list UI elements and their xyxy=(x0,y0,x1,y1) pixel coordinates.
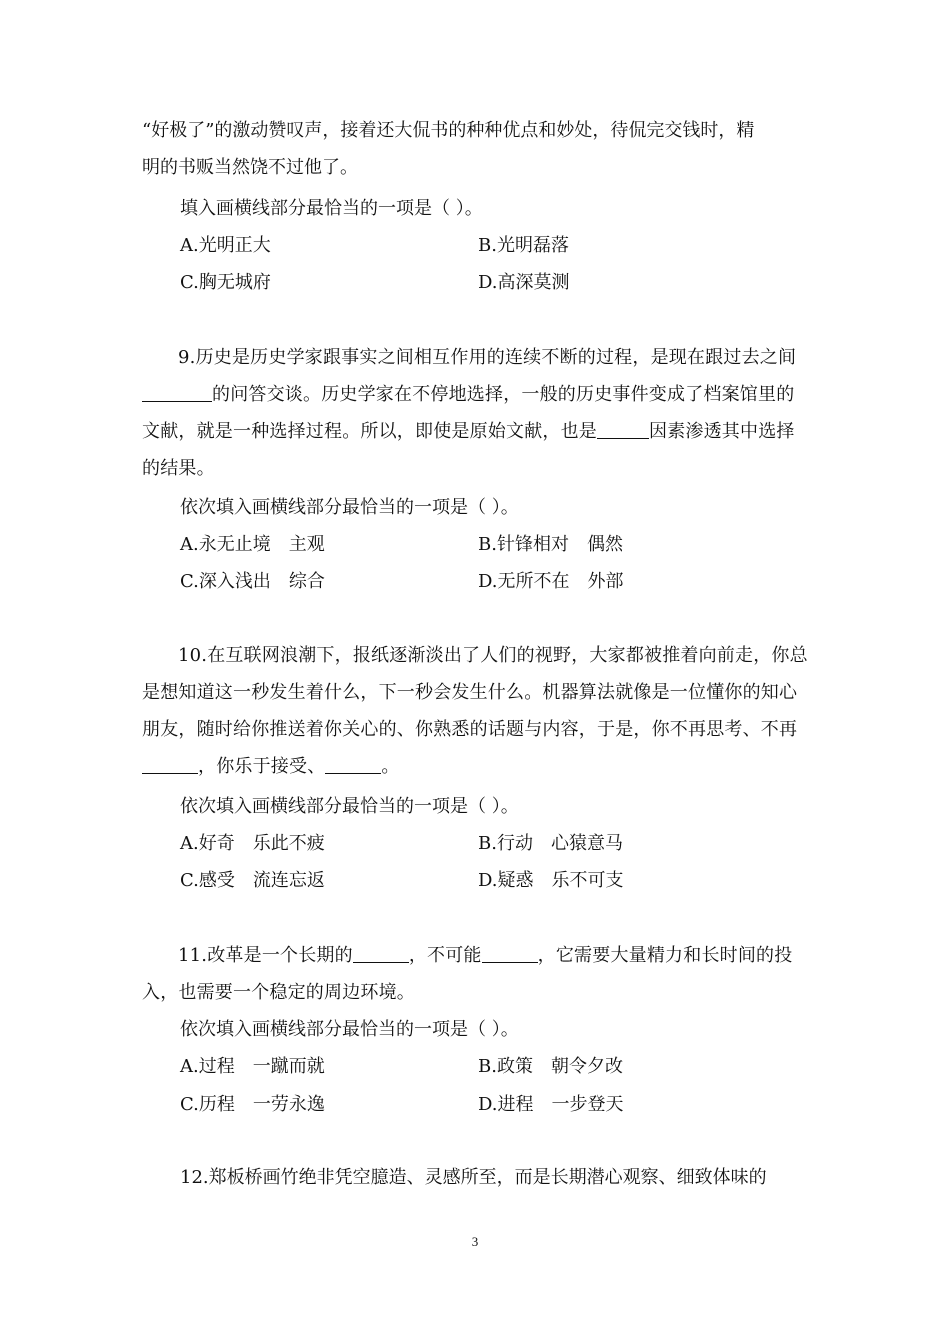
question-8-prompt: 填入画横线部分最恰当的一项是（ ）。 xyxy=(180,198,483,219)
question-8-option-c[interactable]: C.胸无城府 xyxy=(180,272,271,293)
question-10-option-a[interactable]: A.好奇 乐此不疲 xyxy=(180,833,325,854)
question-8-option-d[interactable]: D.高深莫测 xyxy=(478,272,570,293)
question-9-text-1: 9.历史是历史学家跟事实之间相互作用的连续不断的过程，是现在跟过去之间 xyxy=(178,347,797,368)
question-9-text-2: 的问答交谈。历史学家在不停地选择，一般的历史事件变成了档案馆里的文献，就是一种选择过程。所以，即使是原始文献，也是 xyxy=(142,384,795,442)
question-9-stem xyxy=(142,339,808,487)
page-number: 3 xyxy=(471,1234,479,1249)
question-10-text-1: 10.在互联网浪潮下，报纸逐渐淡出了人们的视野，大家都被推着向前走，你总是想知道这一秒发生着什么，下一秒会发生什么。机器算法就像是一位懂你的知心朋友，随时给你推送着你关心的、你熟悉的话题与内容，于是，你不再思考、不再 xyxy=(142,645,808,740)
question-9-option-a[interactable]: A.永无止境 主观 xyxy=(180,534,325,555)
question-9-text-3: 因素渗透其中选择的结果。 xyxy=(142,421,795,479)
continuation-line-2: 明的书贩当然饶不过他了。 xyxy=(142,157,358,178)
answer-blank[interactable] xyxy=(597,418,649,439)
question-11-text-2: ，不可能 xyxy=(408,945,482,966)
question-9-option-c[interactable]: C.深入浅出 综合 xyxy=(180,571,325,592)
question-11-stem xyxy=(142,937,808,1011)
question-11-option-a[interactable]: A.过程 一蹴而就 xyxy=(180,1056,325,1077)
question-11-text-1: 11.改革是一个长期的 xyxy=(178,945,353,966)
answer-blank[interactable] xyxy=(482,942,538,963)
question-11-option-b[interactable]: B.政策 朝令夕改 xyxy=(478,1056,623,1077)
question-9-prompt: 依次填入画横线部分最恰当的一项是（ ）。 xyxy=(180,497,519,518)
question-11-option-c[interactable]: C.历程 一劳永逸 xyxy=(180,1094,325,1115)
question-9-option-d[interactable]: D.无所不在 外部 xyxy=(478,571,624,592)
question-10-text-3: 。 xyxy=(381,756,400,777)
question-9-option-b[interactable]: B.针锋相对 偶然 xyxy=(478,534,623,555)
question-10-option-c[interactable]: C.感受 流连忘返 xyxy=(180,870,325,891)
continuation-line-1: “好极了”的激动赞叹声，接着还大侃书的种种优点和妙处，待侃完交钱时，精 xyxy=(142,120,755,141)
question-11-prompt: 依次填入画横线部分最恰当的一项是（ ）。 xyxy=(180,1019,519,1040)
answer-blank[interactable] xyxy=(142,753,198,774)
question-11-option-d[interactable]: D.进程 一步登天 xyxy=(478,1094,624,1115)
answer-blank[interactable] xyxy=(325,753,381,774)
question-10-text-2: ，你乐于接受、 xyxy=(198,756,326,777)
question-10-prompt: 依次填入画横线部分最恰当的一项是（ ）。 xyxy=(180,796,519,817)
question-12-line-1: 12.郑板桥画竹绝非凭空臆造、灵感所至，而是长期潜心观察、细致体味的 xyxy=(180,1167,767,1188)
answer-blank[interactable] xyxy=(353,942,409,963)
answer-blank[interactable] xyxy=(142,381,212,402)
question-11-text-3: ，它需要大量精力和长时间的投入，也需要一个稳定的周边环境。 xyxy=(142,945,793,1003)
question-10-option-b[interactable]: B.行动 心猿意马 xyxy=(478,833,623,854)
question-10-stem xyxy=(142,637,808,785)
question-8-option-a[interactable]: A.光明正大 xyxy=(180,235,271,256)
question-8-option-b[interactable]: B.光明磊落 xyxy=(478,235,569,256)
question-10-option-d[interactable]: D.疑惑 乐不可支 xyxy=(478,870,624,891)
